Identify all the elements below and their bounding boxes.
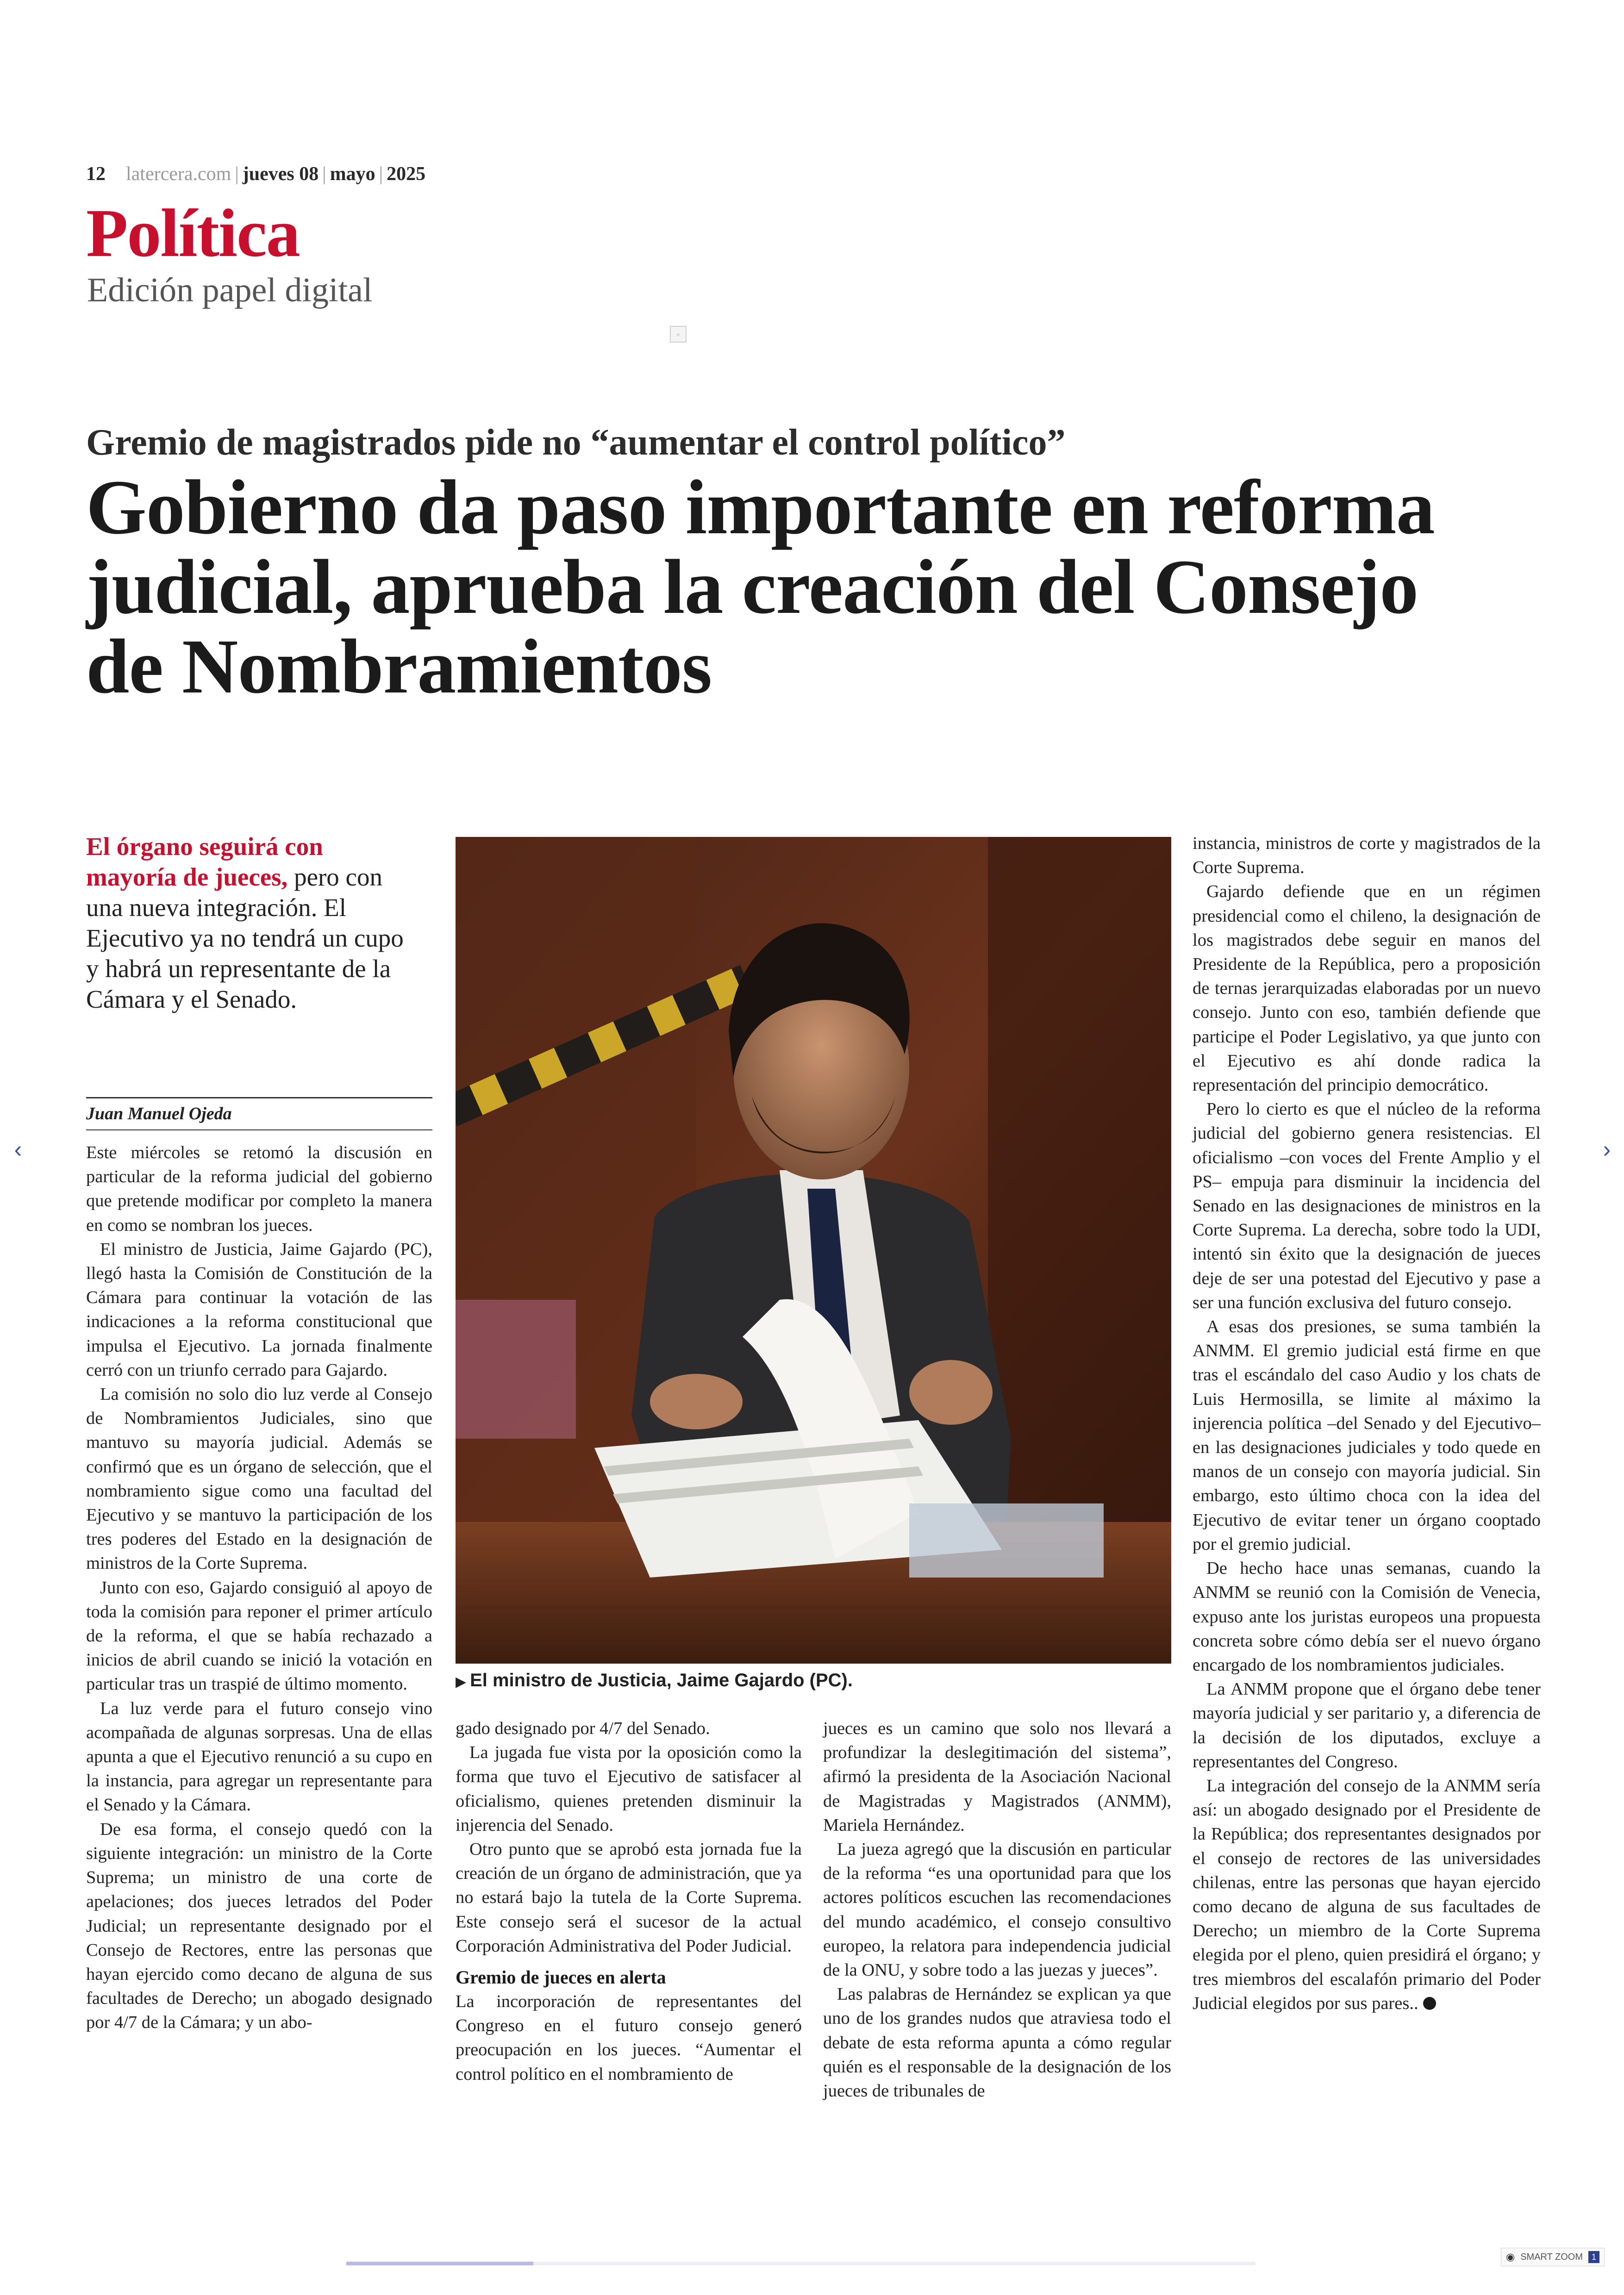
paragraph: Gajardo defiende que en un régimen presidencial como el chileno, la designación de los magistrados debe seguir en manos del Presidente de la República, pero a proposición de ternas jerarquizadas elaboradas por un nuevo consejo. Junto con eso, también defiende que participe el Poder Legislativo, ya que junto con el Ejecutivo es ahí donde radica la representación del principio democrático.: [1193, 882, 1541, 1095]
article-column-4: [1193, 831, 1541, 2015]
photo-minister-reading-documents: [456, 837, 1171, 1664]
article-photo[interactable]: [456, 837, 1171, 1664]
paragraph: La incorporación de representantes del Congreso en el futuro consejo generó preocupación en los jueces. “Aumentar el control político en el nombramiento de: [456, 1992, 802, 2084]
smart-zoom-control[interactable]: [1501, 2248, 1605, 2266]
paragraph: Junto con eso, Gajardo consiguió al apoyo de toda la comisión para reponer el primer artículo de la reforma, el que se había rechazado a inicios de abril cuando se inició la votación en particular tras un traspié de último momento.: [86, 1578, 432, 1694]
paragraph: De esa forma, el consejo quedó con la siguiente integración: un ministro de la Corte Suprema; un ministro de una corte de apelaciones; dos jueces letrados del Poder Judicial; un representante designado por el Consejo de Rectores, entre las personas que hayan ejercido como decano de alguna de sus facultades de Derecho; un abogado designado por 4/7 de la Cámara; y un abo-: [86, 1819, 432, 2033]
article-byline: Juan Manuel Ojeda: [86, 1104, 232, 1123]
issue-year: 2025: [387, 163, 426, 185]
issue-month: mayo: [330, 163, 375, 185]
chevron-right-icon[interactable]: ›: [1603, 1136, 1611, 1162]
smart-zoom-label: SMART ZOOM: [1520, 2251, 1583, 2262]
paragraph: instancia, ministros de corte y magistrados de la Corte Suprema.: [1193, 834, 1541, 878]
byline-divider: [86, 1097, 432, 1098]
site-name[interactable]: latercera.com: [126, 163, 231, 185]
paragraph: jueces es un camino que solo nos llevará a profundizar la deslegitimación del sistema”, afirmó la presidenta de la Asociación Nacional de Magistradas y Magistrados (ANMM), Mariela Hernández.: [823, 1719, 1171, 1835]
last-paragraph-text: La integración del consejo de la ANMM sería así: un abogado designado por el Presidente de la República; dos representantes designados por el consejo de rectores de las universidades chilenas, entre las personas que hayan ejercido como decano de alguna de sus facultades de Derecho; un miembro de la Corte Suprema elegida por el pleno, quien presidirá el órgano; y tres miembros del escalafón primario del Poder Judicial elegidos por sus pares..: [1193, 1776, 1541, 2013]
paragraph: A esas dos presiones, se suma también la ANMM. El gremio judicial está firme en que tras el escándalo del caso Audio y los chats de Luis Hermosilla, se limite al máximo la injerencia política –del Senado y del Ejecutivo– en las designaciones judiciales y todo quede en manos de un consejo con mayoría judicial. Sin embargo, esto último choca con la idea del Ejecutivo de evitar tener un órgano cooptado por el gremio judicial.: [1193, 1317, 1541, 1554]
end-of-article-icon: [1423, 1997, 1436, 2010]
article-lead: [86, 831, 419, 1015]
page-count-badge: 1: [1588, 2251, 1599, 2263]
article-headline: Gobierno da paso importante en reforma judicial, aprueba la creación del Consejo de Nombramientos: [86, 464, 1435, 710]
caption-text: El ministro de Justicia, Jaime Gajardo (PC).: [470, 1670, 853, 1690]
lead-highlight: El órgano seguirá con mayoría de jueces,: [86, 832, 323, 891]
paragraph: Este miércoles se retomó la discusión en particular de la reforma judicial del gobierno que pretende modificar por completo la manera en como se nombran los jueces.: [86, 1143, 432, 1235]
eye-icon: ◉: [1506, 2251, 1515, 2263]
paragraph: Pero lo cierto es que el núcleo de la reforma judicial del gobierno genera resistencias. El oficialismo –con voces del Frente Amplio y el PS– empuja para disminuir la incidencia del Senado en las designaciones de ministros en la Corte Suprema. La derecha, sobre todo la UDI, intentó sin éxito que la designación de jueces deje de ser una potestad del Ejecutivo y pase a ser una función exclusiva del futuro consejo.: [1193, 1099, 1541, 1312]
paragraph: Las palabras de Hernández se explican ya que uno de los grandes nudos que atraviesa todo el debate de esta reforma apunta a cómo regular quién es el responsable de la designación de los jueces de tribunales de: [823, 1984, 1171, 2101]
page-number: 12: [86, 163, 106, 185]
paragraph: gado designado por 4/7 del Senado.: [456, 1719, 710, 1738]
article-subhead: Gremio de jueces en alerta: [456, 1967, 666, 1988]
section-title: Política: [86, 195, 300, 271]
article-kicker: Gremio de magistrados pide no “aumentar el control político”: [86, 422, 1066, 463]
paragraph: El ministro de Justicia, Jaime Gajardo (PC), llegó hasta la Comisión de Constitución de la Cámara para continuar la votación de las indicaciones a la reforma constitucional que impulsa el Ejecutivo. La jornada finalmente cerró con un triunfo cerrado para Gajardo.: [86, 1239, 432, 1380]
issue-day: jueves 08: [242, 163, 319, 185]
embedded-image-icon: ▫: [670, 326, 687, 343]
page-scroll-thumb[interactable]: [346, 2262, 533, 2265]
paragraph: La jugada fue vista por la oposición como la forma que tuvo el Ejecutivo de satisfacer al oficialismo, quienes pretenden disminuir la injerencia del Senado.: [456, 1743, 802, 1835]
paragraph: La ANMM propone que el órgano debe tener mayoría judicial y ser paritario y, a diferencia de la decisión de los diputados, excluye a representantes del Congreso.: [1193, 1679, 1541, 1771]
paragraph: De hecho hace unas semanas, cuando la ANMM se reunió con la Comisión de Venecia, expuso ante los juristas europeos una propuesta concreta sobre cómo debía ser el nuevo órgano encargado de los nombramientos judiciales.: [1193, 1559, 1541, 1675]
section-subtitle: Edición papel digital: [87, 271, 373, 309]
article-column-1: [86, 1141, 432, 2035]
chevron-left-icon[interactable]: ‹: [14, 1136, 22, 1162]
paragraph-last: [1193, 1774, 1541, 2015]
lead-text: pero con una nueva integración. El Ejecutivo ya no tendrá un cupo y habrá un representante de la Cámara y el Senado.: [86, 863, 404, 1013]
caption-pointer-icon: ▶: [456, 1674, 467, 1690]
article-column-2: [456, 1716, 802, 2086]
paragraph: La jueza agregó que la discusión en particular de la reforma “es una oportunidad para que los actores políticos escuchen las recomendaciones del mundo académico, el consejo consultivo europeo, la relatora para independencia judicial de la ONU, y sobre todo a las juezas y jueces”.: [823, 1840, 1171, 1980]
article-column-3: [823, 1716, 1171, 2103]
paragraph: La luz verde para el futuro consejo vino acompañada de algunas sorpresas. Una de ellas apunta a que el Ejecutivo renunció a su cupo en la instancia, para agregar un representante para el Senado y la Cámara.: [86, 1698, 432, 1815]
page-header: 12 latercera.com | jueves 08 | mayo | 2025: [86, 163, 426, 185]
paragraph: La comisión no solo dio luz verde al Consejo de Nombramientos Judiciales, sino que mantuvo su mayoría judicial. Además se confirmó que es un órgano de selección, que el nombramiento sigue como una facultad del Ejecutivo y se mantuvo la participación de los tres poderes del Estado en la designación de ministros de la Corte Suprema.: [86, 1384, 432, 1573]
photo-caption: [456, 1670, 853, 1691]
byline-divider: [86, 1129, 432, 1130]
paragraph: Otro punto que se aprobó esta jornada fue la creación de un órgano de administración, que ya no estará bajo la tutela de la Corte Suprema. Este consejo será el sucesor de la actual Corporación Administrativa del Poder Judicial.: [456, 1840, 802, 1956]
